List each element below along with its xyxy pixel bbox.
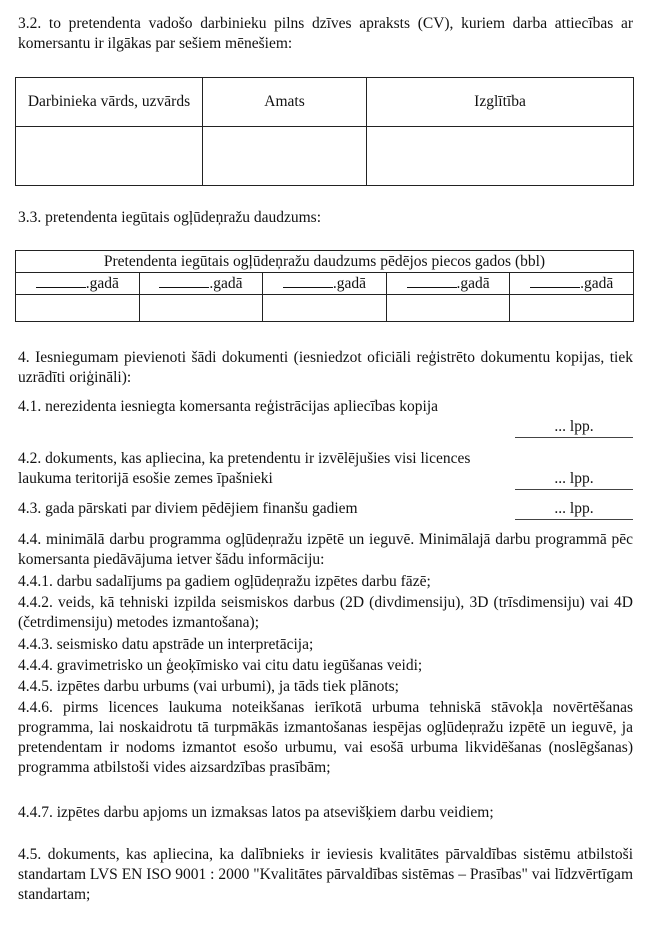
amount-cell[interactable] <box>16 295 140 322</box>
hydrocarbon-table <box>15 250 634 322</box>
item-4-4-5: 4.4.5. izpētes darbu urbums (vai urbumi), ja tāds tiek plānots; <box>18 678 399 695</box>
year-cell[interactable]: .gadā <box>510 273 634 295</box>
paragraph-4: 4. Iesniegumam pievienoti šādi dokumenti (iesniedzot oficiāli reģistrēto dokumentu kopijas, tiek uzrādīti oriģināli): <box>18 349 633 386</box>
paragraph-3-3: 3.3. pretendenta iegūtais ogļūdeņražu daudzums: <box>18 209 322 226</box>
header-position: Amats <box>203 78 367 127</box>
item-4-4-4: 4.4.4. gravimetrisko un ģeoķīmisko vai citu datu iegūšanas veidi; <box>18 657 423 674</box>
year-cell[interactable]: .gadā <box>263 273 387 295</box>
year-cell[interactable]: .gadā <box>16 273 140 295</box>
item-4-3: 4.3. gada pārskati par diviem pēdējiem finanšu gadiem <box>18 500 358 517</box>
cell-name[interactable] <box>16 127 203 186</box>
item-4-2: 4.2. dokuments, kas apliecina, ka pretendentu ir izvēlējušies visi licences laukuma teritorijā esošie zemes īpašnieki <box>18 450 471 487</box>
amount-cell[interactable] <box>510 295 634 322</box>
year-cell[interactable]: .gadā <box>139 273 263 295</box>
amount-cell[interactable] <box>386 295 510 322</box>
cv-table <box>15 77 634 186</box>
amount-cell[interactable] <box>139 295 263 322</box>
cell-education[interactable] <box>367 127 634 186</box>
item-4-5: 4.5. dokuments, kas apliecina, ka dalībnieks ir ieviesis kvalitātes pārvaldības sistēmu atbilstoši standartam LVS EN ISO 9001 : 2000 "Kvalitātes pārvaldības sistēmas – Prasības" vai līdzvērtīgam standartam; <box>18 846 633 903</box>
item-4-4-1: 4.4.1. darbu sadalījums pa gadiem ogļūdeņražu izpētes darbu fāzē; <box>18 573 431 590</box>
table-title: Pretendenta iegūtais ogļūdeņražu daudzums pēdējos piecos gados (bbl) <box>16 251 634 273</box>
item-4-4-3: 4.4.3. seismisko datu apstrāde un interpretācija; <box>18 636 314 653</box>
pages-4-1: ... lpp. <box>515 417 633 438</box>
item-4-4-2: 4.4.2. veids, kā tehniski izpilda seismiskos darbus (2D (divdimensiju), 3D (trīsdimensiju) vai 4D (četrdimensiju) metodes izmantošana); <box>18 594 633 631</box>
year-cell[interactable]: .gadā <box>386 273 510 295</box>
item-4-1: 4.1. nerezidenta iesniegta komersanta reģistrācijas apliecības kopija <box>18 398 439 415</box>
item-4-4-7: 4.4.7. izpētes darbu apjoms un izmaksas latos pa atsevišķiem darbu veidiem; <box>18 804 494 821</box>
item-4-4: 4.4. minimālā darbu programma ogļūdeņražu izpētē un ieguvē. Minimālajā darbu programmā pēc komersanta piedāvājuma ietver šādu informāciju: <box>18 531 633 568</box>
pages-4-3: ... lpp. <box>515 499 633 520</box>
header-education: Izglītība <box>367 78 634 127</box>
cell-position[interactable] <box>203 127 367 186</box>
header-name: Darbinieka vārds, uzvārds <box>16 78 203 127</box>
pages-4-2: ... lpp. <box>515 469 633 490</box>
paragraph-3-2: 3.2. to pretendenta vadošo darbinieku pilns dzīves apraksts (CV), kuriem darba attiecības ar komersantu ir ilgākas par sešiem mēnešiem: <box>18 15 633 52</box>
amount-cell[interactable] <box>263 295 387 322</box>
item-4-4-6: 4.4.6. pirms licences laukuma noteikšanas ierīkotā urbuma tehniskā stāvokļa novērtēšanas programma, lai noskaidrotu tā turpmākās izmantošanas iespējas ogļūdeņražu izpētē un ieguvē, ja pretendentam ir nodoms izmantot esošo urbumu, vai esošā urbuma likvidēšanas (noslēgšanas) programma atbilstoši vides aizsardzības prasībām; <box>18 699 633 776</box>
